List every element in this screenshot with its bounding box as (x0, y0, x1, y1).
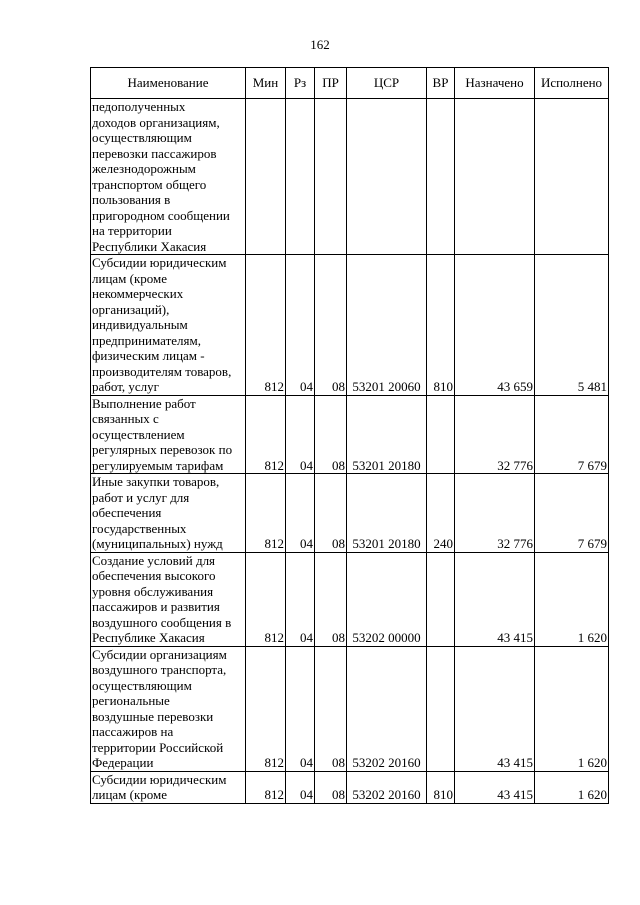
name-line: доходов организациям, (92, 114, 220, 130)
cell-csr: 53202 20160 (347, 771, 427, 803)
name-line: лицам (кроме (92, 787, 168, 802)
cell-rz (286, 99, 315, 255)
header-assigned: Назначено (455, 68, 535, 99)
cell-executed: 1 620 (535, 646, 609, 771)
name-line: (муниципальных) нужд (92, 536, 223, 551)
cell-assigned: 43 415 (455, 771, 535, 803)
name-line: пассажиров на (92, 724, 174, 739)
name-line: производителям товаров, (92, 363, 232, 379)
table-body (91, 99, 609, 804)
cell-name (91, 255, 246, 396)
table-row (91, 771, 609, 803)
name-line: пригородном сообщении (92, 207, 230, 223)
name-line: пассажиров и развития (92, 599, 220, 614)
cell-csr (347, 99, 427, 255)
name-line: связанных с (92, 411, 159, 426)
cell-name (91, 771, 246, 803)
cell-vr (427, 395, 455, 474)
cell-pr: 08 (315, 255, 347, 396)
cell-min (246, 99, 286, 255)
name-line: регулярных перевозок по (92, 442, 233, 457)
cell-executed: 7 679 (535, 395, 609, 474)
cell-pr: 08 (315, 395, 347, 474)
name-line: обеспечения (92, 505, 162, 520)
name-line: воздушные перевозки (92, 708, 214, 724)
cell-min: 812 (246, 255, 286, 396)
name-line: Создание условий для (92, 552, 216, 568)
name-line: осуществляющим (92, 677, 192, 693)
cell-rz: 04 (286, 552, 315, 646)
cell-rz: 04 (286, 771, 315, 803)
cell-executed: 5 481 (535, 255, 609, 396)
header-vr: ВР (427, 68, 455, 99)
cell-vr (427, 99, 455, 255)
cell-pr: 08 (315, 474, 347, 553)
name-line: Республике Хакасия (92, 630, 205, 645)
cell-pr (315, 99, 347, 255)
cell-min: 812 (246, 395, 286, 474)
name-line: педополученных (92, 99, 186, 114)
cell-vr (427, 646, 455, 771)
name-line: некоммерческих (92, 286, 184, 301)
cell-pr: 08 (315, 646, 347, 771)
page-number: 162 (310, 37, 330, 52)
cell-min: 812 (246, 646, 286, 771)
name-line: обеспечения высокого (92, 568, 216, 583)
cell-csr: 53202 20160 (347, 646, 427, 771)
cell-vr (427, 552, 455, 646)
header-csr: ЦСР (347, 68, 427, 99)
name-line: транспортом общего (92, 176, 207, 192)
table-row (91, 99, 609, 255)
name-line: предпринимателям, (92, 332, 201, 348)
cell-assigned: 32 776 (455, 474, 535, 553)
cell-csr: 53201 20180 (347, 474, 427, 553)
name-line: организаций), (92, 301, 170, 317)
name-line: железнодорожным (92, 161, 196, 176)
table-header (91, 68, 609, 99)
cell-assigned: 43 659 (455, 255, 535, 396)
name-line: на территории (92, 223, 172, 238)
cell-vr: 810 (427, 255, 455, 396)
name-line: регулируемым тарифам (92, 457, 224, 473)
table-row (91, 474, 609, 553)
name-line: осуществляющим (92, 130, 192, 145)
name-line: работ, услуг (92, 379, 160, 394)
budget-table (90, 67, 609, 804)
name-line: воздушного транспорта, (92, 662, 227, 677)
cell-csr: 53201 20060 (347, 255, 427, 396)
name-line: работ и услуг для (92, 489, 190, 505)
cell-rz: 04 (286, 474, 315, 553)
cell-assigned: 32 776 (455, 395, 535, 474)
cell-name (91, 395, 246, 474)
cell-name (91, 99, 246, 255)
cell-executed: 1 620 (535, 552, 609, 646)
name-line: Республики Хакасия (92, 238, 207, 254)
cell-rz: 04 (286, 395, 315, 474)
cell-executed: 1 620 (535, 771, 609, 803)
name-line: уровня обслуживания (92, 583, 214, 599)
cell-assigned (455, 99, 535, 255)
cell-executed (535, 99, 609, 255)
name-line: воздушного сообщения в (92, 614, 232, 630)
name-line: перевозки пассажиров (92, 145, 217, 161)
cell-csr: 53202 00000 (347, 552, 427, 646)
header-row (91, 68, 609, 99)
name-line: Федерации (92, 755, 154, 770)
name-line: индивидуальным (92, 317, 188, 332)
header-executed: Исполнено (535, 68, 609, 99)
cell-pr: 08 (315, 552, 347, 646)
table-row (91, 255, 609, 396)
name-line: региональные (92, 693, 170, 708)
header-rz: Рз (286, 68, 315, 99)
cell-name (91, 646, 246, 771)
name-line: территории Российской (92, 739, 224, 755)
cell-executed: 7 679 (535, 474, 609, 553)
name-line: лицам (кроме (92, 270, 168, 286)
cell-rz: 04 (286, 255, 315, 396)
cell-assigned: 43 415 (455, 646, 535, 771)
name-line: государственных (92, 520, 187, 536)
cell-rz: 04 (286, 646, 315, 771)
name-line: физическим лицам - (92, 348, 205, 363)
name-line: Субсидии организациям (92, 646, 227, 662)
cell-vr: 810 (427, 771, 455, 803)
name-line: Субсидии юридическим (92, 771, 227, 787)
name-line: Субсидии юридическим (92, 255, 227, 270)
header-pr: ПР (315, 68, 347, 99)
header-name: Наименование (91, 68, 246, 99)
cell-name (91, 552, 246, 646)
cell-pr: 08 (315, 771, 347, 803)
cell-assigned: 43 415 (455, 552, 535, 646)
name-line: осуществлением (92, 426, 185, 442)
table-row (91, 646, 609, 771)
cell-min: 812 (246, 771, 286, 803)
header-min: Мин (246, 68, 286, 99)
table-row (91, 552, 609, 646)
cell-min: 812 (246, 474, 286, 553)
cell-name (91, 474, 246, 553)
name-line: Выполнение работ (92, 395, 196, 411)
name-line: Иные закупки товаров, (92, 474, 220, 489)
cell-csr: 53201 20180 (347, 395, 427, 474)
name-line: пользования в (92, 192, 171, 207)
cell-vr: 240 (427, 474, 455, 553)
table-row (91, 395, 609, 474)
cell-min: 812 (246, 552, 286, 646)
